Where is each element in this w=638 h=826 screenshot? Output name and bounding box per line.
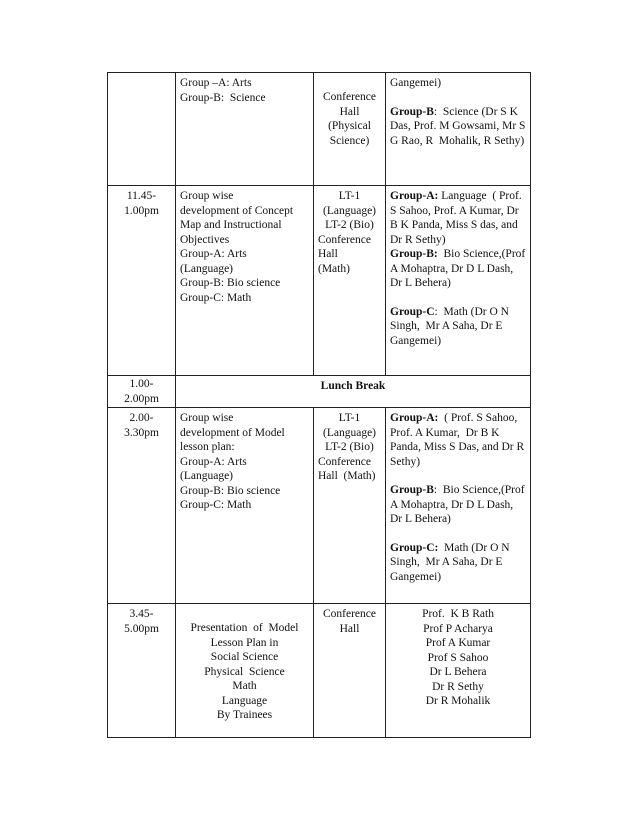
group-a-label: Group-A: <box>390 412 439 424</box>
group-label: Group-B <box>390 105 434 118</box>
time-cell <box>108 73 176 186</box>
lunch-break-cell: Lunch Break <box>176 376 531 408</box>
time-cell: 3.45- 5.00pm <box>108 604 176 738</box>
time-cell: 1.00- 2.00pm <box>108 376 176 408</box>
activity-cell: Presentation of Model Lesson Plan in Social Science Physical Science Math Language By Trainees <box>176 604 314 738</box>
activity-cell: Group –A: Arts Group-B: Science <box>176 73 314 186</box>
resource-cell: Prof. K B Rath Prof P Acharya Prof A Kumar Prof S Sahoo Dr L Behera Dr R Sethy Dr R Mohalik <box>386 604 531 738</box>
time-cell: 2.00- 3.30pm <box>108 408 176 604</box>
schedule-table <box>107 72 531 738</box>
venue-cell: LT-1 (Language) LT-2 (Bio) Conference Hall (Math) <box>314 408 386 604</box>
resource-cell: Gangemei) Group-B: Science (Dr S K Das, Prof. M Gowsami, Mr S G Rao, R Mohalik, R Sethy) <box>386 73 531 186</box>
table-row <box>108 376 531 408</box>
group-b-label: Group-B <box>390 484 434 496</box>
group-c-label: Group-C <box>390 305 435 318</box>
time-cell: 11.45- 1.00pm <box>108 186 176 376</box>
table-row <box>108 73 531 186</box>
table-row <box>108 186 531 376</box>
group-b-label: Group-B: <box>390 248 438 260</box>
activity-cell: Group wise development of Concept Map and Instructional Objectives Group-A: Arts (Language) Group-B: Bio science Group-C: Math <box>176 186 314 376</box>
group-c-label: Group-C: <box>390 541 439 554</box>
activity-cell: Group wise development of Model lesson plan: Group-A: Arts (Language) Group-B: Bio science Group-C: Math <box>176 408 314 604</box>
resource-cell: Group-A: Language ( Prof. S Sahoo, Prof. A Kumar, Dr B K Panda, Miss S das, and Dr R Sethy) Group-B: Bio Science,(Prof A Mohaptra, Dr D L Dash, Dr L Behera) Group-C: Math (Dr O N Singh, Mr A Saha, Dr E Gangemei) <box>386 186 531 376</box>
group-a-label: Group-A: <box>390 190 439 202</box>
resource-cell: Group-A: ( Prof. S Sahoo, Prof. A Kumar, Dr B K Panda, Miss S Das, and Dr R Sethy) Group-B: Bio Science,(Prof A Mohaptra, Dr D L Dash, Dr L Behera) Group-C: Math (Dr O N Singh, Mr A Saha, Dr E Gangemei) <box>386 408 531 604</box>
table-row <box>108 604 531 738</box>
venue-cell: Conference Hall <box>314 604 386 738</box>
venue-cell: Conference Hall (Physical Science) <box>314 73 386 186</box>
venue-cell: LT-1 (Language) LT-2 (Bio) Conference Hall (Math) <box>314 186 386 376</box>
table-row <box>108 408 531 604</box>
